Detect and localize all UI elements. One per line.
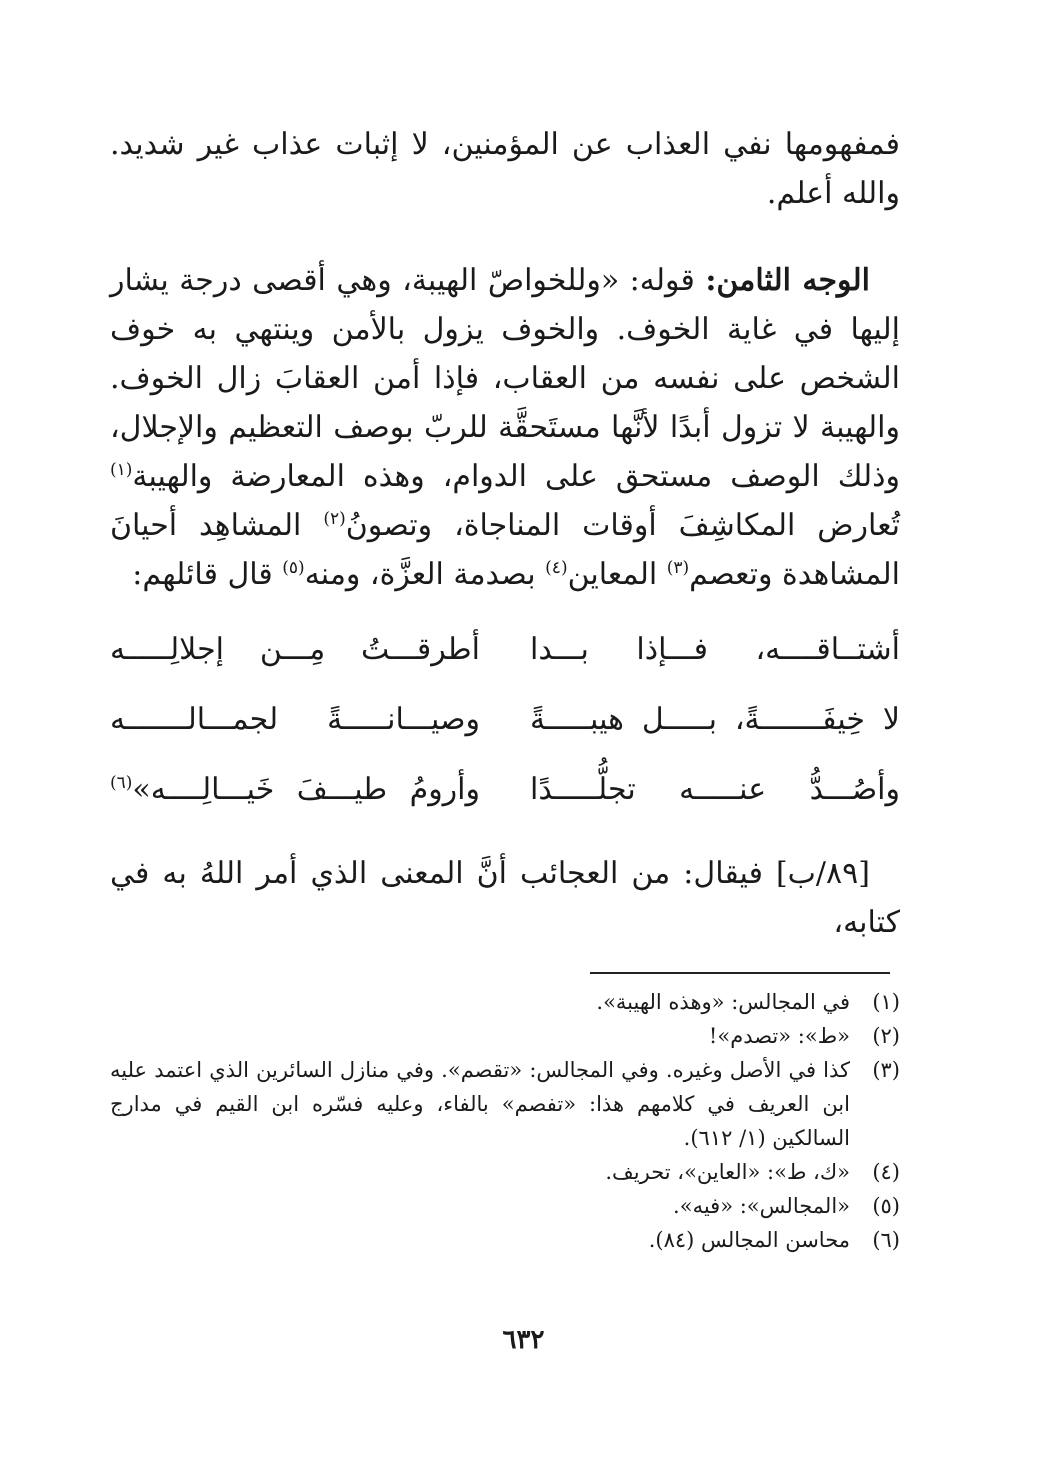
footnote-text: كذا في الأصل وغيره. وفي المجالس: «تقصم». وفي منازل السائرين الذي اعتمد عليه ابن العريف في كلامهم هذا: «تفصم» بالفاء، وعليه فسّره ابن القيم في مدارج السالكين (١/ ٦١٢). (110, 1058, 850, 1150)
paragraph-2-part-3: المشاهِد أحيانَ المشاهدة وتعصم (110, 508, 900, 592)
section-heading: الوجه الثامن: (705, 263, 870, 298)
paragraph-3: [٨٩/ب] فيقال: من العجائب أنَّ المعنى الذي أمر اللهُ به في كتابه، (110, 856, 900, 940)
footnote-number: (١) (872, 990, 900, 1014)
footnote-number: (٦) (872, 1228, 900, 1252)
paragraph-2-part-1: قوله: «وللخواصّ الهيبة، وهي أقصى درجة يشار إليها في غاية الخوف. والخوف يزول بالأمن وينتهي به خوف الشخص على نفسه من العقاب، فإذا أمن العقابَ زال الخوف. والهيبة لا تزول أبدًا لأنَّها مستَحقَّة للربّ بوصف التعظيم والإجلال، وذلك الوصف مستحق على الدوام، وهذه المعارضة والهيبة (110, 263, 900, 494)
footnote-number: (٢) (872, 1024, 900, 1048)
verse-2-first-hemistich: لا خِيفَـــــــةً، بـــــل هيبـــــةً (530, 702, 900, 737)
footnote-item (110, 1019, 900, 1053)
footnote-text: «ط»: «تصدم»! (708, 1024, 850, 1048)
verse-1-first-hemistich: أشتــاقــــه، فـــإذا بـــدا (530, 632, 900, 667)
footnote-ref-5[interactable]: (٥) (282, 558, 305, 578)
footnote-item (110, 1223, 900, 1257)
footnote-ref-1[interactable]: (١) (110, 460, 133, 480)
footnote-number: (٤) (872, 1160, 900, 1184)
footnote-ref-3[interactable]: (٣) (666, 558, 690, 578)
verse-3-second-text: وأرومُ طيـــفَ خَيـــالِــــه» (132, 772, 480, 807)
footnote-ref-2[interactable]: (٢) (323, 509, 346, 529)
footnote-number: (٥) (872, 1194, 900, 1218)
footnote-text: «ك، ط»: «العاين»، تحريف. (605, 1160, 850, 1184)
verse-line-3 (110, 755, 900, 825)
footnote-number: (٣) (872, 1058, 900, 1082)
paragraph-2 (110, 256, 900, 599)
footnote-item (110, 985, 900, 1019)
paragraph-2-part-2: تُعارض المكاشِفَ أوقات المناجاة، وتصونُ (345, 508, 901, 543)
footnote-item (110, 1053, 900, 1155)
footnote-ref-4[interactable]: (٤) (545, 558, 568, 578)
footnote-item (110, 1189, 900, 1223)
footnote-text: في المجالس: «وهذه الهيبة». (596, 990, 850, 1014)
footnote-text: محاسن المجالس (٨٤). (648, 1228, 850, 1252)
footnote-item (110, 1155, 900, 1189)
paragraph-2-part-6: قال قائلهم: (132, 557, 283, 592)
footnote-separator (590, 972, 890, 974)
paragraph-2-part-4: المعاين (567, 557, 667, 592)
paragraph-2-part-5: بصدمة العزَّة، ومنه (304, 557, 546, 592)
footnotes (110, 985, 900, 1257)
footnote-ref-6[interactable]: (٦) (110, 773, 133, 793)
page-number: ٦٣٢ (502, 1325, 545, 1355)
verse-2-second-hemistich: وصيـــانـــــةً لجمـــالـــــــه (110, 702, 480, 737)
verse-line-2 (110, 685, 900, 755)
verse-1-second-hemistich: أطرقـــتُ مِـــن إجلالِـــــه (110, 632, 480, 667)
verse-line-1 (110, 615, 900, 685)
paragraph-1: فمفهومها نفي العذاب عن المؤمنين، لا إثبات عذاب غير شديد. والله أعلم. (110, 127, 900, 211)
verse-3-first-hemistich: وأصُـــدُّ عنـــــه تجلُّـــــدًا (530, 772, 900, 807)
main-text (110, 120, 900, 947)
verse-3-second-hemistich (110, 755, 480, 825)
footnote-text: «المجالس»: «فيه». (673, 1194, 850, 1218)
